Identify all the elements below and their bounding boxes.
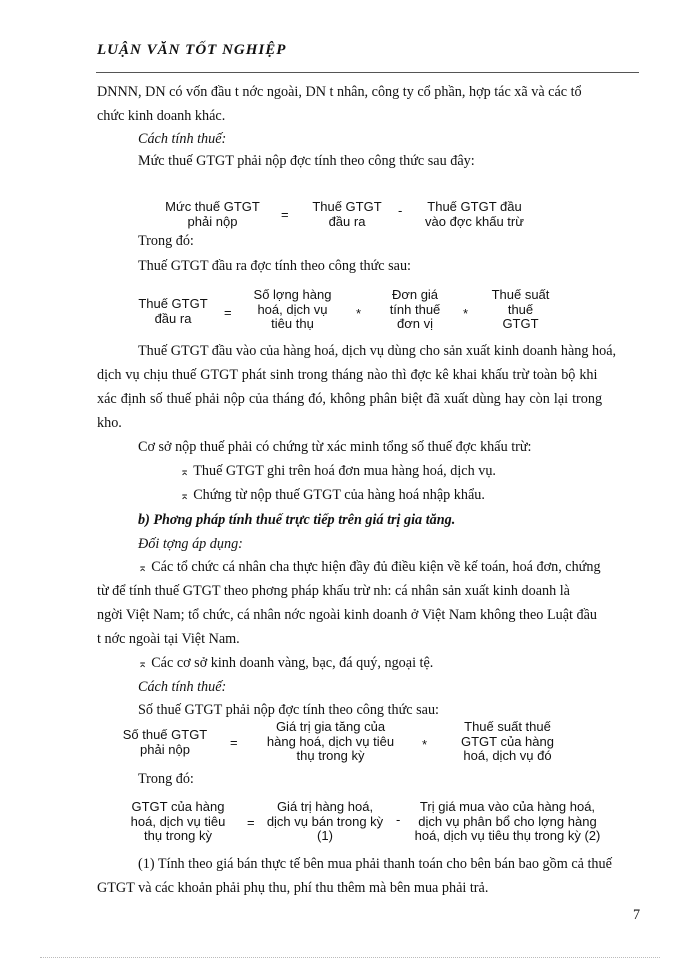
formula2-equals: = [224, 305, 232, 320]
section-b-title: b) Phơng pháp tính thuế trực tiếp trên giá trị gia tăng. [138, 512, 456, 528]
formula2-quantity: Số lợng hàng hoá, dịch vụ tiêu thụ [253, 287, 332, 331]
formula3-left: Số thuế GTGT phải nộp [122, 727, 208, 757]
formula4-equals: = [247, 815, 255, 830]
calc-text-1: Mức thuế GTGT phải nộp đợc tính theo công thức sau đây: [138, 153, 475, 169]
formula3-times: * [422, 737, 428, 752]
input-para-line-2: dịch vụ chịu thuế GTGT phát sinh trong tháng nào thì đợc kê khai khấu trừ toàn bộ khi [97, 367, 598, 383]
trong-do-1: Trong đó: [138, 233, 194, 249]
input-para-line-4: kho. [97, 415, 122, 431]
note-line-1: (1) Tính theo giá bán thực tế bên mua phải thanh toán cho bên bán bao gồm cả thuế [138, 856, 612, 872]
formula1-equals: = [281, 207, 289, 222]
trong-do-2: Trong đó: [138, 771, 194, 787]
output-text: Thuế GTGT đầu ra đợc tính theo công thức sau: [138, 258, 411, 274]
formula3-equals: = [230, 735, 238, 750]
formula4-minus: - [396, 812, 401, 827]
basis-item-1: ⌅ Thuế GTGT ghi trên hoá đơn mua hàng hoá, dịch vụ. [180, 463, 496, 479]
subjects-line-4: t nớc ngoài tại Việt Nam. [97, 631, 240, 647]
formula1-left: Mức thuế GTGT phải nộp [165, 199, 260, 229]
subjects-heading: Đối tợng áp dụng: [138, 536, 243, 552]
formula4-purchase-value: Trị giá mua vào của hàng hoá, dịch vụ phân bổ cho lợng hàng hoá, dịch vụ tiêu thụ trong kỳ (2) [414, 799, 601, 843]
formula2-tax-rate: Thuế suất thuế GTGT [491, 287, 550, 331]
formula4-left: GTGT của hàng hoá, dịch vụ tiêu thụ trong kỳ [130, 799, 226, 843]
bullet-icon: ⌅ [180, 490, 190, 502]
subjects-line-3: ngời Việt Nam; tổ chức, cá nhân nớc ngoài kinh doanh ở Việt Nam không theo Luật đầu [97, 607, 597, 623]
bullet-icon: ⌅ [180, 466, 190, 478]
subjects-item-2: ⌅ Các cơ sở kinh doanh vàng, bạc, đá quý, ngoại tệ. [138, 655, 434, 671]
basis-text: Cơ sở nộp thuế phải có chứng từ xác minh tổng số thuế đợc khấu trừ: [138, 439, 532, 455]
bullet-icon: ⌅ [138, 658, 148, 670]
bullet-icon: ⌅ [138, 562, 148, 574]
basis-item-2: ⌅ Chứng từ nộp thuế GTGT của hàng hoá nhập khẩu. [180, 487, 485, 503]
header-rule [96, 72, 639, 73]
formula1-minus: - [398, 203, 403, 218]
calc-heading-1: Cách tính thuế: [138, 131, 227, 147]
input-para-line-1: Thuế GTGT đầu vào của hàng hoá, dịch vụ dùng cho sản xuất kinh doanh hàng hoá, [138, 343, 617, 359]
formula2-left: Thuế GTGT đầu ra [138, 296, 208, 326]
formula2-times-2: * [463, 306, 469, 321]
formula4-sales-value: Giá trị hàng hoá, dịch vụ bán trong kỳ (1) [266, 799, 384, 843]
subjects-line-1: ⌅ Các tổ chức cá nhân cha thực hiện đầy đủ điều kiện về kế toán, hoá đơn, chứng [138, 559, 601, 575]
running-header: LUẬN VĂN TỐT NGHIỆP [97, 42, 287, 58]
calc-heading-2: Cách tính thuế: [138, 679, 227, 695]
intro-line-1: DNNN, DN có vốn đầu t nớc ngoài, DN t nhân, công ty cổ phần, hợp tác xã và các tổ [97, 84, 582, 100]
intro-line-2: chức kinh doanh khác. [97, 108, 226, 124]
formula1-output-tax: Thuế GTGT đầu ra [312, 199, 382, 229]
formula3-value-added: Giá trị gia tăng của hàng hoá, dịch vụ tiêu thụ trong kỳ [266, 719, 395, 763]
subjects-line-2: từ để tính thuế GTGT theo phơng pháp khấu trừ nh: cá nhân sản xuất kinh doanh là [97, 583, 570, 599]
formula1-input-tax: Thuế GTGT đầu vào đợc khấu trừ [425, 199, 524, 229]
formula3-tax-rate: Thuế suất thuế GTGT của hàng hoá, dịch vụ đó [461, 719, 554, 763]
calc-text-2: Số thuế GTGT phải nộp đợc tính theo công thức sau: [138, 702, 439, 718]
formula2-times-1: * [356, 306, 362, 321]
footer-dotted-rule [40, 957, 660, 958]
formula2-unit-price: Đơn giá tính thuế đơn vị [389, 287, 441, 331]
note-line-2: GTGT và các khoản phải phụ thu, phí thu thêm mà bên mua phải trả. [97, 880, 489, 896]
page-number: 7 [633, 907, 641, 923]
input-para-line-3: xác định số thuế phải nộp của tháng đó, không phân biệt đã xuất dùng hay còn lại trong [97, 391, 603, 407]
